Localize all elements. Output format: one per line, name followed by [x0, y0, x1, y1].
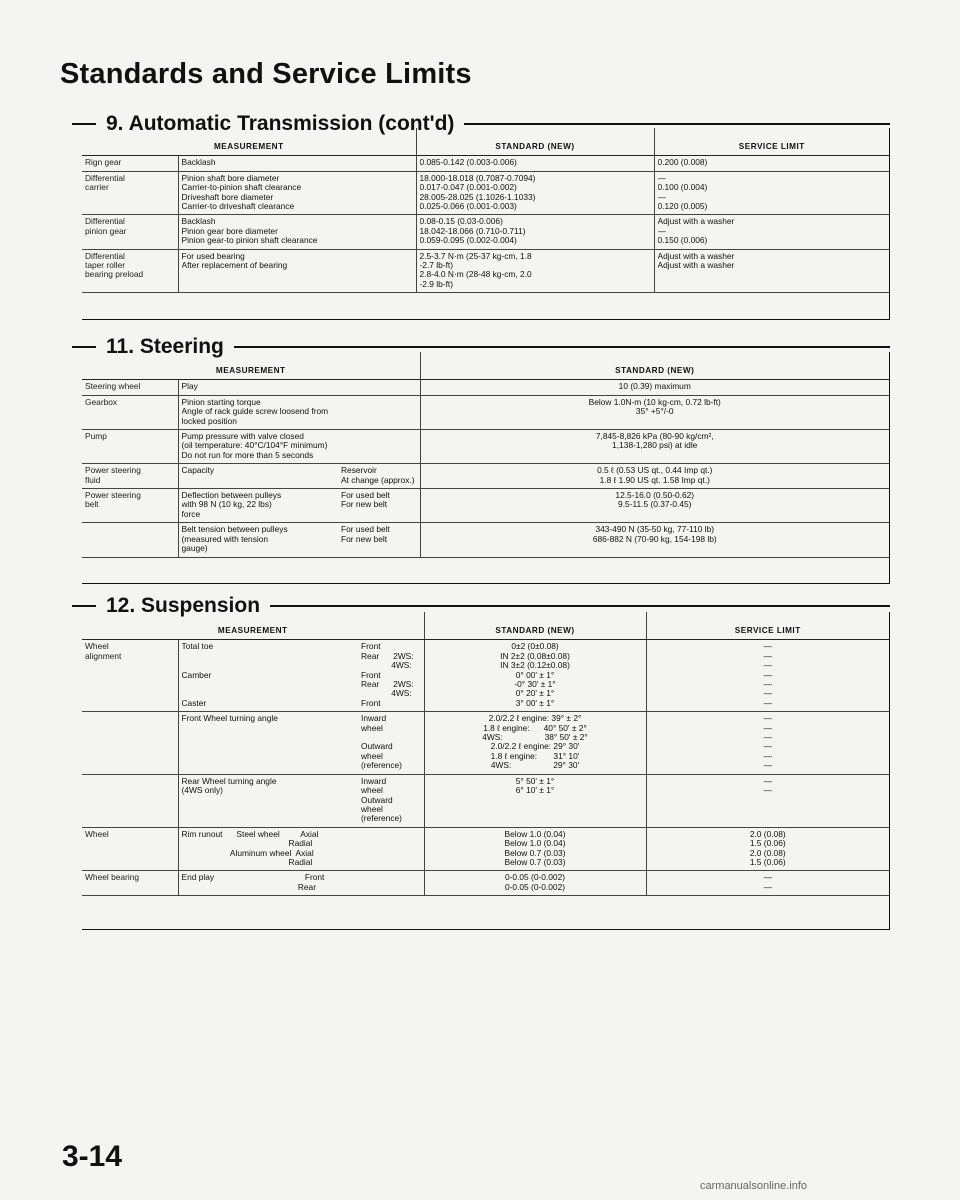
table-cell	[338, 489, 420, 523]
table-cell	[82, 215, 178, 249]
table-cell	[358, 712, 424, 774]
cell-line: Radial	[181, 857, 313, 867]
table-cell	[178, 827, 424, 871]
table-cell	[178, 215, 416, 249]
cell-line: Differential	[85, 251, 125, 261]
cell-line: Power steering	[85, 466, 141, 476]
cell-line: 686-882 N (70-90 kg, 154-198 lb)	[592, 534, 717, 544]
table-cell	[654, 215, 889, 249]
cell-line: 343-490 N (35-50 kg, 77-110 lb)	[595, 525, 715, 535]
cell-line: 0.120 (0.005)	[657, 202, 708, 212]
header-service-limit: SERVICE LIMIT	[654, 128, 889, 156]
table-cell	[420, 395, 889, 429]
cell-line: 4WS: 29° 30'	[490, 761, 580, 771]
cell-line: End play Front	[181, 873, 325, 883]
cell-line: 2.0/2.2 ℓ engine: 29° 30'	[490, 742, 580, 752]
header-measurement: MEASUREMENT	[82, 612, 424, 640]
cell-line: -2.9 lb-ft)	[419, 279, 454, 289]
cell-line	[182, 689, 356, 698]
cell-line: pinion gear	[85, 226, 127, 236]
table-row	[82, 430, 889, 464]
cell-line: fluid	[85, 475, 101, 485]
table-cell	[358, 774, 424, 827]
cell-line: (4WS only)	[181, 786, 223, 796]
cell-line: —	[657, 192, 666, 202]
cell-line: —	[763, 680, 772, 690]
table-cell	[338, 464, 420, 489]
table-cell	[178, 712, 358, 774]
table-cell	[654, 171, 889, 215]
cell-line: 28.005-28.025 (1.1026-1.1033)	[419, 192, 536, 202]
cell-line: Rear Wheel turning angle	[181, 776, 277, 786]
cell-line: Backlash	[181, 158, 216, 168]
table-cell	[420, 464, 889, 489]
table-cell	[178, 489, 338, 523]
cell-line: (measured with tension	[181, 534, 269, 544]
cell-line	[85, 525, 175, 534]
table-steering	[82, 352, 890, 584]
cell-line: (oil temperature: 40°C/104°F minimum)	[181, 441, 328, 451]
cell-line: 18.042-18.066 (0.710-0.711)	[419, 226, 526, 236]
cell-line: carrier	[85, 183, 109, 193]
section-title-at: 9. Automatic Transmission (cont'd)	[106, 112, 455, 135]
table-cell	[82, 712, 178, 774]
cell-line: 0-0.05 (0-0.002)	[504, 873, 566, 883]
cell-line: Front	[361, 670, 381, 680]
table-cell	[416, 156, 654, 171]
table-row	[82, 712, 889, 774]
cell-line: Wheel	[85, 829, 109, 839]
cell-line: 0±2 (0±0.08)	[511, 642, 559, 652]
table-cell	[82, 380, 178, 395]
cell-line: Adjust with a washer	[657, 251, 735, 261]
section-title-suspension: 12. Suspension	[106, 594, 261, 617]
table-row	[82, 827, 889, 871]
cell-line: Angle of rack guide screw loosend from	[181, 407, 329, 417]
cell-line: 0.5 ℓ (0.53 US qt., 0.44 Imp qt.)	[597, 466, 713, 476]
table-cell	[82, 156, 178, 171]
cell-line: Front	[361, 698, 381, 708]
table-cell	[424, 712, 646, 774]
cell-line: Aluminum wheel Axial	[181, 848, 314, 858]
cell-line: —	[763, 723, 772, 733]
table-cell	[654, 156, 889, 171]
cell-line: Pinion gear bore diameter	[181, 226, 278, 236]
cell-line: Steering wheel	[85, 382, 141, 392]
table-at	[82, 128, 890, 320]
table-cell	[646, 827, 889, 871]
cell-line: 7,845-8,826 kPa (80-90 kg/cm²,	[595, 432, 714, 442]
cell-line: Belt tension between pulleys	[181, 525, 288, 535]
cell-line: 0.100 (0.004)	[657, 183, 708, 193]
cell-line: (reference)	[361, 814, 402, 824]
cell-line: Pinion gear-to pinion shaft clearance	[181, 236, 318, 246]
cell-line: 35° +5°/-0	[635, 407, 674, 417]
cell-line: —	[763, 651, 772, 661]
cell-line: —	[763, 670, 772, 680]
cell-line: —	[763, 733, 772, 743]
cell-line: Below 1.0N-m (10 kg-cm, 0.72 lb-ft)	[588, 397, 721, 407]
cell-line: After replacement of bearing	[181, 261, 288, 271]
cell-line: Below 0.7 (0.03)	[504, 857, 566, 867]
cell-line: force	[181, 509, 201, 519]
table-cell	[82, 774, 178, 827]
cell-line: At change (approx.)	[341, 475, 415, 485]
cell-line: Below 1.0 (0.04)	[504, 829, 566, 839]
cell-line: 4WS: 38° 50' ± 2°	[482, 733, 588, 743]
header-standard: STANDARD (NEW)	[424, 612, 646, 640]
table-cell	[416, 171, 654, 215]
table-row	[82, 215, 889, 249]
table-cell	[178, 774, 358, 827]
cell-line: belt	[85, 500, 99, 510]
cell-line: wheel	[361, 751, 383, 761]
table-row	[82, 774, 889, 827]
cell-line: —	[763, 742, 772, 752]
table-cell	[82, 523, 178, 557]
cell-line: 0.085-0.142 (0.003-0.006)	[419, 158, 517, 168]
table-cell	[178, 395, 420, 429]
cell-line: bearing preload	[85, 270, 144, 280]
cell-line: —	[763, 698, 772, 708]
table-row	[82, 380, 889, 395]
cell-line: Backlash	[181, 217, 216, 227]
cell-line: wheel	[361, 786, 383, 796]
table-cell	[178, 523, 338, 557]
cell-line: Inward	[361, 714, 387, 724]
cell-line: 0° 00' ± 1°	[515, 670, 555, 680]
table-cell	[82, 430, 178, 464]
cell-line: Pump pressure with valve closed	[181, 432, 304, 442]
cell-line: 0° 20' ± 1°	[515, 689, 555, 699]
cell-line: 0.059-0.095 (0.002-0.004)	[419, 236, 517, 246]
table-cell	[178, 871, 424, 896]
cell-line: Pump	[85, 432, 107, 442]
cell-line: 0.017-0.047 (0.001-0.002)	[419, 183, 517, 193]
table-cell	[178, 430, 420, 464]
table-row	[82, 489, 889, 523]
cell-line: For new belt	[341, 534, 388, 544]
table-cell	[646, 774, 889, 827]
cell-line: (reference)	[361, 761, 402, 771]
cell-line: Radial	[181, 839, 313, 849]
cell-line: taper roller	[85, 261, 126, 271]
cell-line: Do not run for more than 5 seconds	[181, 450, 314, 460]
cell-line: Adjust with a washer	[657, 261, 735, 271]
cell-line: 1.5 (0.06)	[749, 857, 786, 867]
cell-line: 2.0 (0.08)	[749, 848, 786, 858]
cell-line	[182, 652, 356, 661]
cell-line: Deflection between pulleys	[181, 491, 282, 501]
table-cell	[654, 249, 889, 293]
table-cell	[358, 640, 424, 712]
cell-line: Differential	[85, 173, 125, 183]
table-cell	[424, 774, 646, 827]
table-row	[82, 249, 889, 293]
cell-line	[85, 777, 175, 786]
page-number: 3-14	[62, 1140, 123, 1173]
cell-line: 6° 10' ± 1°	[515, 786, 555, 796]
cell-line: Below 1.0 (0.04)	[504, 839, 566, 849]
cell-line: gauge)	[181, 544, 208, 554]
cell-line: locked position	[181, 416, 237, 426]
table-row	[82, 156, 889, 171]
cell-line: For used bearing	[181, 251, 245, 261]
cell-line: —	[763, 642, 772, 652]
cell-line: —	[657, 173, 666, 183]
cell-line: Differential	[85, 217, 125, 227]
table-cell	[82, 489, 178, 523]
cell-line: 4WS:	[361, 689, 412, 699]
cell-line: Adjust with a washer	[657, 217, 735, 227]
cell-line: For new belt	[341, 500, 388, 510]
table-cell	[82, 395, 178, 429]
cell-line: with 98 N (10 kg, 22 lbs)	[181, 500, 272, 510]
table-row	[82, 640, 889, 712]
cell-line: 1.8 ℓ 1.90 US qt. 1.58 Imp qt.)	[599, 475, 710, 485]
cell-line: Reservoir	[341, 466, 377, 476]
table-cell	[420, 380, 889, 395]
section-title-steering: 11. Steering	[106, 335, 224, 358]
cell-line: —	[763, 751, 772, 761]
cell-line: Outward	[361, 742, 393, 752]
table-row	[82, 464, 889, 489]
cell-line: 1,138-1,280 psi) at idle	[612, 441, 698, 451]
cell-line: 9.5-11.5 (0.37-0.45)	[618, 500, 692, 510]
cell-line: 2.8-4.0 N·m (28-48 kg-cm, 2.0	[419, 270, 532, 280]
cell-line: Rim runout Steel wheel Axial	[181, 829, 319, 839]
cell-line: Play	[181, 382, 198, 392]
table-cell	[82, 871, 178, 896]
cell-line: 10 (0.39) maximum	[618, 382, 691, 392]
table-cell	[178, 171, 416, 215]
table-row	[82, 523, 889, 557]
table-suspension	[82, 612, 890, 930]
cell-line: 0.200 (0.008)	[657, 158, 708, 168]
cell-line: —	[763, 761, 772, 771]
cell-line: 5° 50' ± 1°	[515, 776, 555, 786]
table-cell	[338, 523, 420, 557]
page-title: Standards and Service Limits	[60, 58, 472, 90]
cell-line: —	[763, 882, 772, 892]
cell-line: Below 0.7 (0.03)	[504, 848, 566, 858]
cell-line: wheel	[361, 804, 383, 814]
table-row	[82, 871, 889, 896]
cell-line: Front Wheel turning angle	[181, 714, 278, 724]
table-cell	[82, 827, 178, 871]
table-cell	[646, 712, 889, 774]
table-cell	[178, 464, 338, 489]
cell-line: 3° 00' ± 1°	[515, 698, 555, 708]
cell-line: Power steering	[85, 491, 141, 501]
cell-line: Rign gear	[85, 158, 122, 168]
cell-line: Caster	[181, 698, 207, 708]
cell-line: Gearbox	[85, 397, 118, 407]
cell-line: —	[763, 714, 772, 724]
cell-line	[361, 733, 421, 742]
header-standard: STANDARD (NEW)	[420, 352, 889, 380]
cell-line: 2.0/2.2 ℓ engine: 39° ± 2°	[488, 714, 582, 724]
cell-line: -2.7 lb-ft)	[419, 261, 454, 271]
cell-line: For used belt	[341, 525, 390, 535]
cell-line	[85, 714, 175, 723]
cell-line	[182, 661, 356, 670]
cell-line: 1.5 (0.06)	[749, 839, 786, 849]
table-row	[82, 395, 889, 429]
table-cell	[178, 249, 416, 293]
cell-line: Carrier-to-pinion shaft clearance	[181, 183, 302, 193]
cell-line: -0° 30' ± 1°	[514, 680, 556, 690]
cell-line: 2.0 (0.08)	[749, 829, 786, 839]
cell-line	[182, 680, 356, 689]
table-cell	[424, 640, 646, 712]
cell-line: 1.8 ℓ engine: 40° 50' ± 2°	[483, 723, 587, 733]
cell-line: Wheel bearing	[85, 873, 140, 883]
cell-line: Camber	[181, 670, 212, 680]
header-measurement: MEASUREMENT	[82, 128, 416, 156]
cell-line: Total toe	[181, 642, 214, 652]
table-cell	[424, 871, 646, 896]
table-cell	[82, 640, 178, 712]
table-cell	[420, 489, 889, 523]
cell-line: IN 3±2 (0.12±0.08)	[500, 661, 570, 671]
table-cell	[178, 156, 416, 171]
cell-line: 18.000-18.018 (0.7087-0.7094)	[419, 173, 536, 183]
cell-line: 4WS:	[361, 661, 412, 671]
cell-line: Carrier-to driveshaft clearance	[181, 202, 295, 212]
cell-line: Driveshaft bore diameter	[181, 192, 274, 202]
table-cell	[646, 871, 889, 896]
cell-line: 0.025-0.066 (0.001-0.003)	[419, 202, 517, 212]
cell-line: alignment	[85, 651, 122, 661]
cell-line: IN 2±2 (0.08±0.08)	[500, 651, 570, 661]
cell-line: —	[763, 873, 772, 883]
cell-line: Pinion starting torque	[181, 397, 261, 407]
cell-line: —	[763, 661, 772, 671]
cell-line: —	[763, 786, 772, 796]
table-cell	[82, 464, 178, 489]
cell-line: —	[657, 226, 666, 236]
cell-line: Pinion shaft bore diameter	[181, 173, 280, 183]
table-cell	[424, 827, 646, 871]
table-cell	[178, 380, 420, 395]
cell-line: 0.08-0.15 (0.03-0.006)	[419, 217, 503, 227]
cell-line: 2.5-3.7 N·m (25-37 kg-cm, 1.8	[419, 251, 532, 261]
cell-line: 0-0.05 (0-0.002)	[504, 882, 566, 892]
table-cell	[420, 430, 889, 464]
cell-line: Front	[361, 642, 381, 652]
table-cell	[646, 640, 889, 712]
cell-line: Rear	[181, 882, 316, 892]
cell-line: Capacity	[181, 466, 215, 476]
cell-line: wheel	[361, 723, 383, 733]
table-cell	[416, 215, 654, 249]
cell-line: 0.150 (0.006)	[657, 236, 708, 246]
table-row	[82, 171, 889, 215]
header-service-limit: SERVICE LIMIT	[646, 612, 889, 640]
cell-line: Outward	[361, 795, 393, 805]
cell-line: —	[763, 689, 772, 699]
table-cell	[82, 249, 178, 293]
cell-line: —	[763, 776, 772, 786]
table-cell	[416, 249, 654, 293]
cell-line: Rear 2WS:	[361, 680, 414, 690]
cell-line: Rear 2WS:	[361, 651, 414, 661]
header-standard: STANDARD (NEW)	[416, 128, 654, 156]
table-cell	[178, 640, 358, 712]
header-measurement: MEASUREMENT	[82, 352, 420, 380]
table-cell	[82, 171, 178, 215]
table-cell	[420, 523, 889, 557]
watermark-text: carmanualsonline.info	[700, 1180, 808, 1192]
cell-line: Inward	[361, 776, 387, 786]
cell-line: 1.8 ℓ engine: 31° 10'	[490, 751, 580, 761]
cell-line: 12.5-16.0 (0.50-0.62)	[615, 491, 695, 501]
cell-line: For used belt	[341, 491, 390, 501]
cell-line: Wheel	[85, 642, 109, 652]
